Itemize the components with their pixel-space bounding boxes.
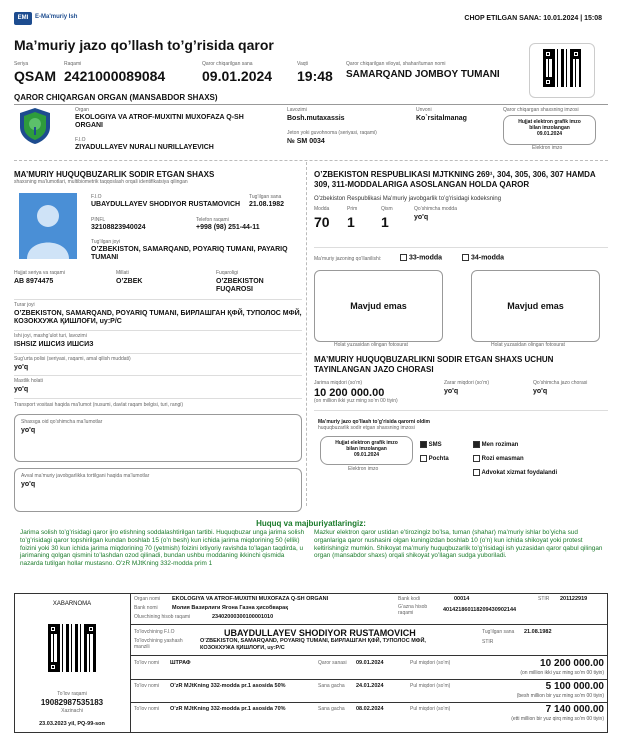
pay-number-label: To’lov raqami (57, 691, 87, 697)
phone-label: Telefon raqami (196, 217, 229, 223)
qism-label: Qism (381, 206, 393, 212)
citizen-value: O’ZBEKISTON FUQAROSI (216, 278, 264, 294)
fio-label: F.I.O (75, 137, 86, 143)
modda-label: Modda (314, 206, 330, 212)
pinfl-value: 32108823940024 (91, 224, 146, 231)
series-label: Seriya (14, 61, 29, 67)
consent-lawyer[interactable] (473, 469, 557, 476)
offender-signature-stamp: Hujjat elektron grafik imzo bilan imzolangan 09.01.2024 (320, 436, 413, 465)
birthplace-value: O’ZBEKISTON, SAMARQAND, POYARIQ TUMANI, PAYARIQ TUMANI (91, 246, 288, 262)
citizen-label: Fuqaroligi (216, 270, 238, 276)
avatar (19, 193, 77, 259)
slip-stir: 201122919 (560, 596, 588, 602)
organ-value: EKOLOGIYA VA ATROF-MUXITNI MUXOFAZA Q-SH ORGANI (75, 114, 244, 130)
slip-row-date-label: Qaror sanasi (318, 660, 347, 666)
consent-disagree-label: Rozi emasman (481, 456, 524, 463)
slip-row-amount: 7 140 000.00 (545, 704, 604, 715)
slip-bank: Молия Вазирлиги Ягона Газна ҳисобварақ (172, 605, 288, 611)
time-value: 19:48 (297, 68, 333, 84)
extra-penalty-value: yo'q (533, 388, 548, 395)
slip-receiver-label: Oluvchining hisob raqami (134, 614, 191, 620)
slip-bankcode: 00014 (454, 596, 470, 602)
extra-article-value: yo'q (414, 214, 429, 221)
notify-post-label: Pochta (428, 456, 449, 463)
page-title: Ma’muriy jazo qo’llash to’g’risida qaror (14, 37, 274, 53)
consent-lawyer-label: Advokat xizmat foydalandi (481, 470, 558, 477)
qism-value: 1 (381, 214, 389, 230)
work-label: Ishi joyi, mashg’ulot turi, lavozimi (14, 333, 87, 339)
photo-box-2: Mavjud emas (471, 270, 600, 342)
emblem-icon (18, 107, 52, 145)
photo-box-1: Mavjud emas (314, 270, 443, 342)
ack-label: Ma’muriy jazo qo’llash to’g’risida qarorni oldim (318, 419, 430, 425)
damage-value: yo'q (444, 388, 459, 395)
position-value: Bosh.mutaxassis (287, 115, 345, 122)
offender-section-sub: shaxsning ma’lumotlari, multibiometrik taqqoslash orqali identifikatsiya qilingan (14, 179, 188, 185)
slip-row-date: 24.01.2024 (356, 683, 384, 689)
slip-organ-label: Organ nomi (134, 596, 161, 602)
ack-sub: huquqbuzarlik sodir etgan shaxsning imzosi (318, 425, 415, 431)
checkbox-icon (420, 455, 427, 462)
extra-article-label: Qo’shimcha modda (414, 206, 457, 212)
modda-value: 70 (314, 214, 330, 230)
photo-caption-2: Holat yuzasidan olingan fotosurat (491, 342, 565, 348)
organ-label: Organ (75, 107, 89, 113)
nation-value: O’ZBEK (116, 278, 143, 285)
slip-row-type-label: To’lov nomi (134, 683, 160, 689)
amount-words: (on million ikki yuz ming so’m 00 tiyin) (314, 398, 398, 404)
slip-row-type: O’zR MJtKning 332-modda pr.1 asosida 70% (170, 706, 286, 712)
fio-value: ZIYADULLAYEV NURALI NURILLAYEVICH (75, 144, 214, 151)
slip-row-amount-label: Pul miqdori (so’m) (410, 683, 451, 689)
slip-payer-stir-label: STIR (482, 639, 494, 645)
passport-value: AB 8974475 (14, 278, 54, 285)
rights-left-text: Jarima solish to’g’risidagi qaror ijro etishning soddalashtirilgan tartibi. Huquqbuzar unga jarima solish to’g’risidagi qaror topshirilgan kundan boshlab 15 (o’n besh) kun ichida jarima miqdorining 50 (ellik) foizini yoki 30 kun ichida jarima miqdorining 70 (yetmish) foizini ixtiyoriy ravishda to’lagan taqdirda, u jarimaning qolgan qismini to’lashdan ozod qilinadi, bundan ushbu moddaning ikkinchi qismida nazarda tutilgan hollar mustasno. O’zR MJtKning 332-modda prim 1 (20, 529, 305, 568)
checkbox-icon (473, 469, 480, 476)
pinfl-label: PINFL (91, 217, 106, 223)
slip-row-date: 09.01.2024 (356, 660, 384, 666)
checkbox-checked-icon (473, 441, 480, 448)
sign-caption: Elektron imzo (532, 145, 563, 151)
slip-payer-birth: 21.08.1982 (524, 629, 552, 635)
printed-date: CHOP ETILGAN SANA: 10.01.2024 | 15:08 (464, 15, 602, 22)
notify-sms[interactable] (420, 441, 442, 448)
slip-row-type: ШТРАФ (170, 660, 191, 666)
opt-33-label: 33-modda (408, 254, 443, 262)
prior-value: yo'q (14, 386, 29, 393)
phone-value: +998 (98) 251-44-11 (196, 224, 260, 231)
slip-payer-birth-label: Tug’ilgan sana (482, 629, 515, 635)
statement-box: Shaxsga oid qo’shimcha ma’lumotlar yo'q (14, 414, 302, 462)
series-value: QSAM (14, 68, 56, 84)
conviction-value: yo'q (14, 364, 29, 371)
vehicle-label: Transport vositasi haqida ma’lumot (nusumi, davlat raqam belgisi, turi, rangi) (14, 402, 184, 408)
checkbox-icon (473, 455, 480, 462)
victim-box: Avval ma’muriy javobgarlikka tortilgani haqida ma’lumotlar yo'q (14, 468, 302, 512)
slip-row-type-label: To’lov nomi (134, 706, 160, 712)
consent-agree[interactable] (473, 441, 518, 448)
offender-birth-label: Tug’ilgan sana (249, 194, 282, 200)
code-label: O’zbekiston Respublikasi Ma’muriy javobgarlik to’g’risidagi kodeksning (314, 196, 502, 202)
passport-label: Hujjat seriya va raqami (14, 270, 65, 276)
notice-label: XABARNOMA (52, 601, 92, 607)
slip-row-amount: 5 100 000.00 (545, 681, 604, 692)
slip-receiver: 23402000300100001010 (212, 614, 274, 620)
slip-row-amount-label: Pul miqdori (so’m) (410, 706, 451, 712)
slip-payer-label: To’lovchining F.I.O (134, 629, 175, 635)
slip-row-words: (on million ikki yuz ming so’m 00 tiyin) (520, 670, 604, 676)
work-value: ISHSIZ ИШСИЗ ИШСИЗ (14, 341, 94, 348)
opt-33-checkbox[interactable] (400, 254, 442, 261)
article-title: O’ZBEKISTON RESPUBLIKASI MJTKNING 269¹, 304, 305, 306, 307 HAMDA 309, 311-MODDALARIGA ASOSLANGAN HOLDA QAROR (314, 170, 596, 189)
slip-date: 23.03.2023 yil, PQ-99-son (39, 721, 105, 727)
slip-row-date-label: Sana gacha (318, 706, 345, 712)
region-label: Qaror chiqarilgan viloyat, shahar/tuman nomi (346, 61, 446, 67)
rank-value: Ko`rsitalmanag (416, 115, 467, 122)
rights-title: Huquq va majburiyatlaringiz: (256, 519, 366, 528)
slip-row-amount: 10 200 000.00 (540, 658, 604, 669)
slip-row-type-label: To’lov nomi (134, 660, 160, 666)
opt-34-checkbox[interactable] (462, 254, 504, 261)
slip-treasury: 401421860118209430902144 (443, 607, 517, 613)
address-value: O’ZBEKISTON, SAMARQAND, POYARIQ TUMANI, БИРЛАШГАН ҚФЙ, ТУПОЛОС МФЙ, КОЗОКХУЖА ҚИШЛОҒИ, uy:P/C (14, 310, 302, 326)
app-name: E-Ma'muriy Ish (35, 14, 78, 20)
date-value: 09.01.2024 (202, 68, 273, 84)
checkbox-checked-icon (420, 441, 427, 448)
prim-value: 1 (347, 214, 355, 230)
region-value: SAMARQAND JOMBOY TUMANI (346, 69, 500, 80)
kassir-label: Xazinachi (61, 708, 83, 714)
prior-label: Mastlik holati (14, 378, 43, 384)
app-logo: EMI (14, 12, 32, 25)
consent-disagree[interactable] (473, 455, 524, 462)
birthplace-label: Tug’ilgan joyi (91, 239, 120, 245)
amount-value: 10 200 000.00 (314, 387, 385, 399)
slip-bankcode-label: Bank kodi (398, 596, 420, 602)
time-label: Vaqti (297, 61, 309, 67)
rank-label: Unvoni (416, 107, 432, 113)
sign-label: Qaror chiqargan shaxsning imzosi (503, 107, 579, 113)
slip-row-words: (besh million bir yuz ming so’m 00 tiyin) (516, 693, 604, 699)
pay-number: 19082987535183 (40, 698, 104, 707)
amount-label: Jarima miqdori (so’m) (314, 380, 363, 386)
slip-treasury-label: G’azna hisob raqami (398, 604, 428, 616)
extra-penalty-label: Qo’shimcha jazo chorasi (533, 380, 588, 386)
offender-birth: 21.08.1982 (249, 201, 285, 208)
position-label: Lavozimi (287, 107, 307, 113)
organ-section-title: QAROR CHIQARGAN ORGAN (MANSABDOR SHAXS) (14, 93, 218, 102)
prim-label: Prim (347, 206, 358, 212)
number-label: Raqami (64, 61, 82, 67)
offender-fio: UBAYDULLAYEV SHODIYOR RUSTAMOVICH (91, 201, 241, 208)
ack-sign-caption: Elektron imzo (348, 466, 379, 472)
consent-agree-label: Men roziman (481, 442, 519, 449)
slip-row-date-label: Sana gacha (318, 683, 345, 689)
penalty-title: MA’MURIY HUQUQBUZARLIKNI SODIR ETGAN SHAXS UCHUN TAYINLANGAN JAZO CHORASI (314, 355, 554, 374)
offender-fio-label: F.I.O (91, 194, 102, 200)
slip-row-amount-label: Pul miqdori (so’m) (410, 660, 451, 666)
offender-section-title: MA’MURIY HUQUQBUZARLIK SODIR ETGAN SHAXS (14, 170, 215, 179)
organ-signature-stamp: Hujjat elektron grafik imzo bilan imzolangan 09.01.2024 (503, 115, 596, 145)
slip-stir-label: STIR (538, 596, 550, 602)
rights-right-text: Mazkur elektron qaror ustidan e’tirozingiz bo’lsa, tuman (shahar) ma’muriy ishlar bo’yicha sud organlariga qaror nushasini olgan kuningizdan boshlab 10 (o’n) kun ichida shikoyat yoki protest keltirishingiz mumkin. Shikoyat ma’muriy huquqbuzarlik to’g’risidagi ish yuzasidan qaror qabul qilingan organ (mansabdor shaxs) orqali shikoyat yo’llagan sudga yuboriladi. (314, 529, 603, 560)
relation-label: Ma’muriy jazoning qo’llanilishi: (314, 256, 382, 262)
slip-payer: UBAYDULLAYEV SHODIYOR RUSTAMOVICH (224, 628, 416, 638)
slip-organ: EKOLOGIYA VA ATROF-MUXITNI MUXOFAZA Q-SH ORGANI (172, 596, 329, 602)
notify-post[interactable] (420, 455, 449, 462)
notify-sms-label: SMS (428, 442, 442, 449)
damage-label: Zarar miqdori (so’m) (444, 380, 490, 386)
badge-label: Jeton yoki guvohnoma (seriyasi, raqami) (287, 130, 377, 136)
slip-payer-addr-label: To’lovchining yashash manzili (134, 638, 183, 650)
badge-value: № SM 0034 (287, 138, 325, 145)
opt-34-label: 34-modda (470, 254, 505, 262)
slip-row-type: O’zR MJtKning 332-modda pr.1 asosida 50% (170, 683, 286, 689)
slip-row-words: (etti million bir yuz qirq ming so’m 00 tiyin) (511, 716, 604, 722)
qr-code-icon (543, 49, 581, 87)
number-value: 2421000089084 (64, 68, 166, 84)
nation-label: Millati (116, 270, 129, 276)
photo-caption-1: Holat yuzasidan olingan fotosurat (334, 342, 408, 348)
conviction-label: Sug’urta polisi (seriyasi, raqami, amal qilish muddati) (14, 356, 131, 362)
slip-payer-addr: O’ZBEKISTON, SAMARQAND, POYARIQ TUMANI, БИРЛАШГАН ҚФЙ, ТУПОЛОС МФЙ, КОЗОКХУЖА ҚИШЛОҒИ, uy:P/C (200, 638, 426, 651)
checkbox-icon (462, 254, 469, 261)
slip-bank-label: Bank nomi (134, 605, 158, 611)
address-label: Turar joyi (14, 302, 35, 308)
checkbox-icon (400, 254, 407, 261)
slip-row-date: 08.02.2024 (356, 706, 384, 712)
payment-qr-icon (48, 624, 96, 672)
date-label: Qaror chiqarilgan sana (202, 61, 253, 67)
